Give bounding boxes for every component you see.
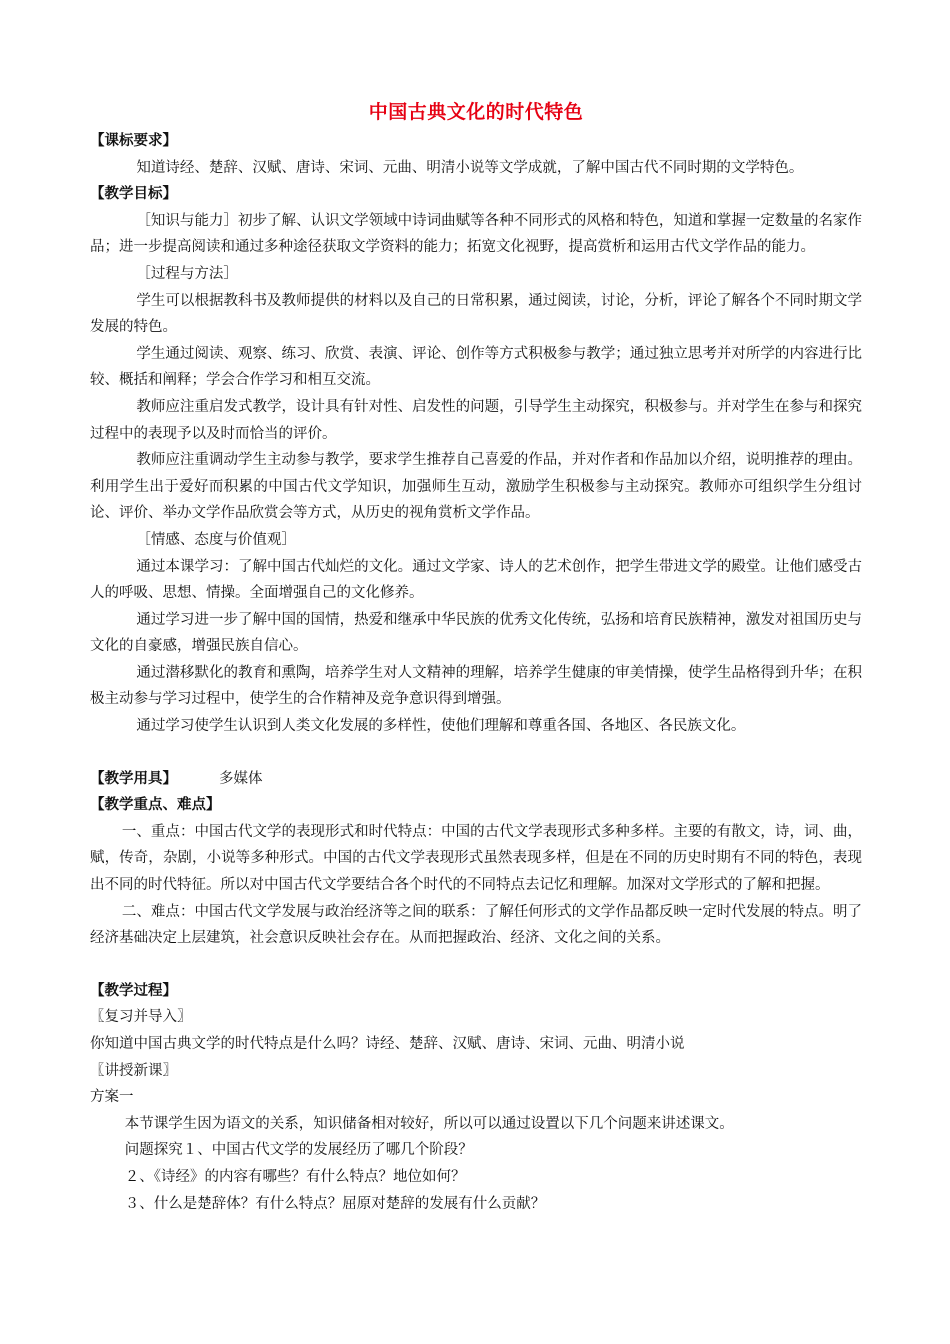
paragraph-emotion-3: 通过潜移默化的教育和熏陶，培养学生对人文精神的理解，培养学生健康的审美情操，使学生品格得到升华；在积极主动参与学习过程中，使学生的合作精神及竞争意识得到增强。 <box>90 664 862 708</box>
question-2: ２、《诗经》的内容有哪些？有什么特点？地位如何？ <box>124 1168 466 1185</box>
heading-zhongnan: 【教学重点、难点】 <box>90 796 221 814</box>
paragraph-emotion-4: 通过学习使学生认识到人类文化发展的多样性，使他们理解和尊重各国、各地区、各民族文化。 <box>136 718 746 735</box>
paragraph-process-3: 教师应注重启发式教学，设计具有针对性、启发性的问题，引导学生主动探究，积极参与。并对学生在参与和探究过程中的表现予以及时而恰当的评价。 <box>90 398 862 442</box>
paragraph-knowledge: ［知识与能力］初步了解、认识文学领域中诗词曲赋等各种不同形式的风格和特色，知道和掌握一定数量的名家作品；进一步提高阅读和通过多种途径获取文学资料的能力；拓宽文化视野，提高赏析和运用古代文学作品的能力。 <box>90 212 862 256</box>
question-3: ３、什么是楚辞体？有什么特点？屈原对楚辞的发展有什么贡献？ <box>124 1195 546 1212</box>
heading-yongju: 【教学用具】 <box>90 769 177 787</box>
heading-mubiao: 【教学目标】 <box>90 185 177 203</box>
paragraph-emotion-2: 通过学习进一步了解中国的国情，热爱和继承中华民族的优秀文化传统，弘扬和培育民族精神，激发对祖国历史与文化的自豪感，增强民族自信心。 <box>90 611 862 655</box>
spacer <box>90 952 862 978</box>
label-plan: 方案一 <box>90 1089 134 1106</box>
teaching-tools-value: 多媒体 <box>219 770 263 787</box>
paragraph-process-1: 学生可以根据教科书及教师提供的材料以及自己的日常积累，通过阅读，讨论，分析，评论了解各个不同时期文学发展的特色。 <box>90 292 862 336</box>
paragraph-emotion-1: 通过本课学习：了解中国古代灿烂的文化。通过文学家、诗人的艺术创作，把学生带进文学的殿堂。让他们感受古人的呼吸、思想、情操。全面增强自己的文化修养。 <box>90 558 862 602</box>
document-page <box>90 100 862 1217</box>
paragraph-process-4: 教师应注重调动学生主动参与教学，要求学生推荐自己喜爱的作品，并对作者和作品加以介绍，说明推荐的理由。利用学生出于爱好而积累的中国古代文学知识，加强师生互动，激励学生积极参与主动探究。教师亦可组织学生分组讨论、评价、举办文学作品欣赏会等方式，从历史的视角赏析文学作品。 <box>90 452 862 522</box>
teaching-tools-line <box>90 766 862 793</box>
label-process: ［过程与方法］ <box>136 265 238 282</box>
question-1: 问题探究１、中国古代文学的发展经历了哪几个阶段？ <box>124 1142 473 1159</box>
label-new-lesson: 〖讲授新课〗 <box>90 1062 177 1079</box>
spacer <box>90 740 862 766</box>
page-title: 中国古典文化的时代特色 <box>368 101 584 123</box>
label-emotion: ［情感、态度与价值观］ <box>136 531 296 548</box>
paragraph-plan-intro: 本节课学生因为语文的关系，知识储备相对较好，所以可以通过设置以下几个问题来讲述课文。 <box>124 1115 734 1132</box>
paragraph-review: 你知道中国古典文学的时代特点是什么吗？诗经、楚辞、汉赋、唐诗、宋词、元曲、明清小说 <box>90 1036 685 1052</box>
paragraph-process-2: 学生通过阅读、观察、练习、欣赏、表演、评论、创作等方式积极参与教学；通过独立思考并对所学的内容进行比较、概括和阐释；学会合作学习和相互交流。 <box>90 345 862 389</box>
heading-kebiao: 【课标要求】 <box>90 132 177 149</box>
paragraph-nandian: 二、难点：中国古代文学发展与政治经济等之间的联系：了解任何形式的文学作品都反映一定时代发展的特点。明了经济基础决定上层建筑，社会意识反映社会存在。从而把握政治、经济、文化之间的关系。 <box>90 903 862 947</box>
label-review: 〖复习并导入〗 <box>90 1009 192 1026</box>
heading-guocheng: 【教学过程】 <box>90 981 177 999</box>
paragraph-zhongdian: 一、重点：中国古代文学的表现形式和时代特点：中国的古代文学表现形式多种多样。主要的有散文，诗，词、曲，赋，传奇，杂剧，小说等多种形式。中国的古代文学表现形式虽然表现多样，但是在不同的历史时期有不同的特色，表现出不同的时代特征。所以对中国古代文学要结合各个时代的不同特点去记忆和理解。加深对文学形式的了解和把握。 <box>90 823 862 894</box>
paragraph-kebiao: 知道诗经、楚辞、汉赋、唐诗、宋词、元曲、明清小说等文学成就，了解中国古代不同时期的文学特色。 <box>136 159 804 176</box>
